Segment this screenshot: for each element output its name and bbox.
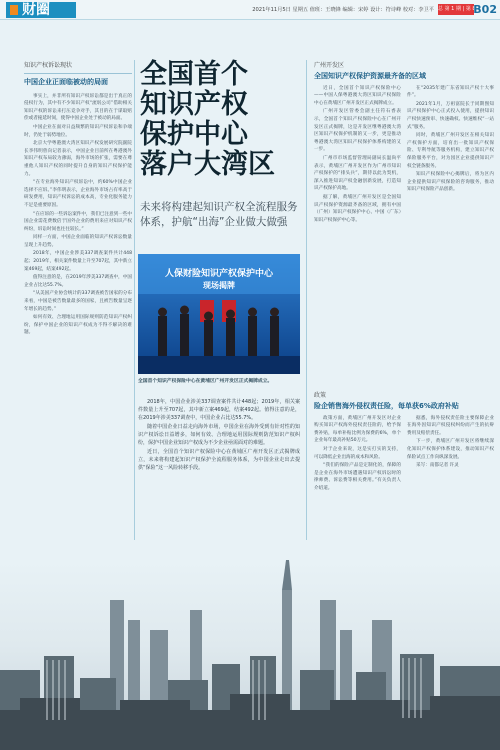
body-paragraph: 采写：南都记者 许灵 — [416, 463, 459, 469]
edition-badge: 总 第 1 期 | 第 8 版 — [438, 4, 474, 15]
left-kicker: 知识产权诉讼现状 — [24, 62, 73, 69]
body-paragraph: “我们的保险产品是定制化的，保障的是企业在海外市场遭遇知识产权诉讼时的律师费、诉讼费等相关费用。”有关负责人介绍道。 — [314, 463, 401, 491]
column-divider-2 — [306, 60, 307, 540]
body-paragraph: “在专业海外知识产权诉讼中，约60%中国企业选择不应诉。”李伟明表示，企业海外市场占有率高于研发费用，知识产权诉讼的成本高，专业化服务能力不足是重要原因。 — [24, 180, 132, 208]
body-paragraph: 2018年，中国企业涉美337调查案件共计448起；2019年，相关案件数量上升至707起，其中新立案469起，结案492起。 — [24, 251, 132, 272]
body-paragraph: 近日，全国首个知识产权保险中心——中国人保粤港澳大湾区知识产权保险中心在黄埔区广州开发区正式揭牌成立。 — [314, 85, 401, 106]
right-bottom-col1 — [314, 415, 401, 494]
right-bottom-col2 — [407, 415, 494, 494]
body-paragraph: 知识产权保险中心揭牌后，将为区内企业提供知识产权保险的咨询服务，推动知识产权保险产品创新。 — [407, 172, 494, 193]
headline-line-1: 全国首个 — [140, 59, 248, 90]
body-paragraph: 同时，黄埔区广州开发区在相关知识产权保护方面，培育出一批知识产权保险、专利导航等服务机构，建立知识产权保险服务平台，对为园区企业提供知识产权全链条服务。 — [407, 133, 494, 169]
skyline-illustration — [0, 560, 500, 750]
body-paragraph: “在应诉的一些诉讼案件中，我们已注意到一些中国企业需花费数倍于国外企业的费用来应对知识产权纠纷，诉讼时间也往往较长。” — [24, 211, 132, 232]
left-column — [24, 62, 132, 338]
right-bottom-section — [314, 392, 494, 494]
policy-kicker: 政策 — [314, 392, 327, 399]
body-paragraph: 近日，全国首个知识产权保险中心在黄埔区广州开发区正式揭牌成立，未来将构建起知识产权保护全流程服务体系，为中国企业走出去提供“保险”这一风险转移手段。 — [138, 449, 300, 471]
right-top-col2 — [407, 85, 494, 226]
right-subhead: 全国知识产权保护资源最齐备的区域 — [314, 71, 426, 80]
photo-banner-2: 现场揭牌 — [203, 281, 235, 290]
headline-line-3: 保护中心 — [140, 119, 248, 150]
body-paragraph: 政策方面，黄埔区广州开发区对企业购买知识产权海外侵权责任险的，给予保费补贴，每单补贴比例为保费的6%，单个企业每年最高补贴50万元。 — [314, 415, 401, 444]
headline-line-4: 落户大湾区 — [140, 149, 275, 180]
right-top-section — [314, 62, 494, 225]
body-paragraph: 中国企业在面对日益频繁的知识产权诉讼和争端时，仍处于弱势地位。 — [24, 124, 132, 138]
body-paragraph: 随着中国企业日益走向海外市场，中国企业在海外受到有针对性的知识产权诉讼日益增多，如何有效、合理地运用国际规则防范知识产权纠纷，保护中国企业知识产权成为不少企业亟需面对的难题。 — [138, 424, 300, 446]
center-paragraphs — [138, 398, 300, 472]
left-body — [24, 93, 132, 337]
column-divider — [134, 60, 135, 540]
body-paragraph: 据悉，海外侵权责任险主要保障企业在海外因知识产权侵权纠纷而产生的抗辩费用及赔偿责任。 — [407, 415, 494, 436]
right-top-col1 — [314, 85, 401, 226]
body-paragraph: 2021年1月，万祖富院长于同期图知识产权保护中心正式投入使用，提供知识产权快速预审、快速确权、快速维权“一站式”服务。 — [407, 101, 494, 130]
body-paragraph: 2018年，中国企业涉美337调查案件共计448起；2019年，相关案件数量上升至707起，其中新立案469起，结案492起。值得注意的是，在2019年涉美337调查中，中国企业占比达55.7%。 — [138, 399, 300, 421]
policy-subhead: 险企销售海外侵权责任险，每单获6%政府补贴 — [314, 401, 459, 410]
headline-deck: 未来将构建起知识产权全流程服务体系，护航“出海”企业做大做强 — [140, 201, 298, 228]
body-paragraph: 事实上，并非所有知识产权诉讼都是出于真正的侵权行为，其中有不少知识产权“流氓公司”借助相关知识产权的诉讼来打压竞争对手，其目的在于谋取赔偿或者拖延时间，使得中国企业处于被动的局面。 — [24, 93, 132, 122]
right-kicker: 广州开发区 — [314, 62, 345, 69]
body-paragraph: 广州开发区管委会副主任符石香表示，全国首个知识产权保险中心在广州开发区正式揭牌，这是开发区继粤港澳大湾区知识产权保护机制的又一步，更是推动粤港澳大湾区知识产权保护体系构建的又一步。 — [314, 109, 401, 153]
photo-caption: 全国首个知识产权保险中心在黄埔区广州开发区正式揭牌成立。 — [138, 379, 273, 384]
headline-line-2: 知识产权 — [140, 89, 248, 120]
body-paragraph: 对于企业来说，这是实打实的支持，可以降低企业出海的成本和风险。 — [314, 446, 401, 460]
body-paragraph: 值得注意的是，在2019年涉美337调查中，中国企业占比达55.7%。 — [24, 275, 132, 288]
body-paragraph: 同样一方面，中国企业面临的知识产权诉讼数量呈现上升趋势。 — [24, 235, 132, 248]
body-paragraph: 北京大学粤港澳大湾区知识产权发展研究院副院长李伟明曾向记者表示，中国企业目前所在粤港澳外知识产权布局较为薄弱，海外市场的扩张，需要在尊重他人知识产权的同时提升自身的知识产权保护能力。 — [24, 141, 132, 177]
divider — [24, 73, 132, 74]
left-subhead: 中国企业正面临被动的局面 — [24, 77, 108, 86]
dateline: 2021年11月5日 星期五 值班：王晓锋 编辑：宋婷 设计：符诗峰 校对：李卫平 — [252, 7, 434, 13]
body-paragraph: 在“2035年建广东省知识产权十大事件”。 — [407, 85, 494, 99]
section-tab: 财圈 — [6, 2, 76, 18]
body-paragraph: 据了解，黄埔区广州开发区是全国知识产权保护资源最齐备的区域，拥有中国（广州）知识产权保护中心、中国（广东）知识产权保护中心等。 — [314, 194, 401, 223]
main-headline — [140, 60, 275, 180]
page-number: B02 — [473, 3, 497, 16]
cityscape-image — [0, 560, 500, 750]
body-paragraph: 下一步，黄埔区广州开发区将继续深化知识产权保护体系建设，推动知识产权保险试点工作向纵深发展。 — [407, 439, 494, 460]
body-paragraph: 如何有效、合理地运用国际规则防范知识产权纠纷，保护中国企业的知识产权成为不得不解决的难题。 — [24, 315, 132, 336]
body-paragraph: “从美国产业协会统计的337调查被告国家的分布来看，中国是被告数量最多的国家，且被告数量呈逐年增长的趋势。” — [24, 291, 132, 312]
ceremony-photo — [138, 254, 300, 374]
body-paragraph: 广州市市场监督管理局副局长温尚平表示，黄埔区广州开发区作为广州市知识产权保护的“排头兵”，期待以此为契机，深入推进知识产权金融创新发展，打造知识产权保护高地。 — [314, 155, 401, 192]
unveiling-photo — [138, 254, 300, 374]
page-header — [0, 0, 500, 20]
center-body — [138, 398, 300, 473]
photo-banner: 人保财险知识产权保护中心 — [164, 269, 274, 279]
